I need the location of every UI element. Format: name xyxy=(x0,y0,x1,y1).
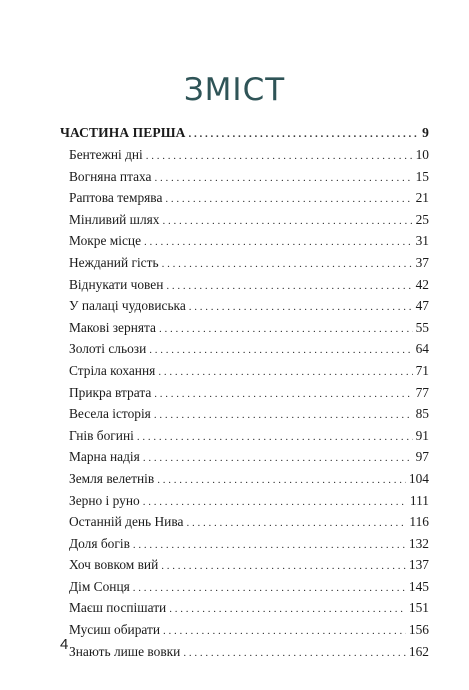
toc-entry[interactable] xyxy=(60,147,429,169)
toc-entry-page: 97 xyxy=(415,449,429,465)
toc-entry-title: Хоч вовком вий xyxy=(69,557,159,573)
toc-entry[interactable] xyxy=(60,233,429,255)
toc-dot-leader xyxy=(133,582,406,594)
toc-dot-leader xyxy=(186,517,406,529)
toc-entry-page: 15 xyxy=(415,168,429,184)
toc-dot-leader xyxy=(137,431,413,443)
toc-entry-page: 21 xyxy=(415,190,429,206)
toc-dot-leader xyxy=(161,560,406,572)
toc-entry[interactable] xyxy=(60,169,429,191)
toc-entry[interactable] xyxy=(60,471,429,493)
toc-dot-leader xyxy=(163,215,413,227)
toc-entry-title: У палаці чудовиська xyxy=(69,298,186,314)
toc-entry-page: 10 xyxy=(415,147,429,162)
toc-entry[interactable] xyxy=(60,190,429,212)
toc-entry[interactable] xyxy=(60,385,429,407)
toc-entry-page: 64 xyxy=(415,341,429,357)
toc-entry[interactable] xyxy=(60,514,429,536)
toc-part-title: ЧАСТИНА ПЕРША xyxy=(60,125,186,140)
toc-dot-leader xyxy=(189,128,420,140)
toc-entry[interactable] xyxy=(60,579,429,601)
toc-entry-page: 55 xyxy=(415,319,429,335)
toc-entry[interactable] xyxy=(60,557,429,579)
toc-entry-title: Знають лише вовки xyxy=(69,643,181,659)
toc-dot-leader xyxy=(166,280,412,292)
toc-entry-page: 156 xyxy=(408,622,429,638)
toc-entry-page: 162 xyxy=(408,643,429,659)
toc-entry[interactable] xyxy=(60,493,429,515)
toc-entry-page: 31 xyxy=(415,233,429,249)
toc-entry[interactable] xyxy=(60,600,429,622)
toc-entry-title: Раптова темрява xyxy=(69,190,163,206)
toc-entry-title: Золоті сльози xyxy=(69,341,147,357)
toc-dot-leader xyxy=(189,301,413,313)
toc-entry-title: Віднукати човен xyxy=(69,276,164,292)
toc-entry-list xyxy=(60,147,429,665)
page-number: 4 xyxy=(60,636,69,653)
toc-entry-page: 42 xyxy=(415,276,429,292)
toc-entry-title: Гнів богині xyxy=(69,427,134,443)
toc-entry[interactable] xyxy=(60,428,429,450)
toc-entry-page: 25 xyxy=(415,211,429,227)
toc-entry[interactable] xyxy=(60,406,429,428)
toc-dot-leader xyxy=(144,236,413,248)
toc-entry-title: Мусиш обирати xyxy=(69,622,161,638)
toc-dot-leader xyxy=(158,366,412,378)
toc-entry-page: 151 xyxy=(408,600,429,616)
toc-dot-leader xyxy=(157,474,406,486)
toc-dot-leader xyxy=(146,150,413,162)
toc-entry[interactable] xyxy=(60,298,429,320)
toc-entry-page: 47 xyxy=(415,298,429,314)
toc-entry[interactable] xyxy=(60,320,429,342)
toc-entry-title: Бентежні дні xyxy=(69,147,143,162)
toc-dot-leader xyxy=(143,496,407,508)
page-title: ЗМІСТ xyxy=(183,72,286,108)
toc-entry-page: 111 xyxy=(409,492,429,508)
toc-entry-page: 145 xyxy=(408,578,429,594)
toc-entry-title: Весела історія xyxy=(69,406,151,422)
toc-entry-page: 77 xyxy=(415,384,429,400)
toc-entry-page: 116 xyxy=(409,514,429,530)
toc-entry-title: Зерно і руно xyxy=(69,492,140,508)
toc-entry[interactable] xyxy=(60,449,429,471)
toc-entry-title: Земля велетнів xyxy=(69,470,155,486)
toc-entry-page: 91 xyxy=(415,427,429,443)
toc-entry[interactable] xyxy=(60,622,429,644)
toc-entry-page: 132 xyxy=(408,535,429,551)
toc-entry-title: Дім Сонця xyxy=(69,578,130,594)
toc-entry-page: 85 xyxy=(415,406,429,422)
toc-entry-title: Макові зернята xyxy=(69,319,156,335)
toc-entry-page: 137 xyxy=(408,557,429,573)
toc-entry-page: 71 xyxy=(415,362,429,378)
toc-dot-leader xyxy=(165,193,412,205)
toc-entry-title: Вогняна птаха xyxy=(69,168,152,184)
toc-part-page: 9 xyxy=(422,125,429,140)
toc-entry[interactable] xyxy=(60,277,429,299)
toc-entry-title: Доля богів xyxy=(69,535,130,551)
toc-entry-page: 104 xyxy=(408,470,429,486)
toc-entry-title: Останній день Нива xyxy=(69,514,184,530)
toc-entry-title: Нежданий гість xyxy=(69,254,159,270)
toc-entry-title: Мінливий шлях xyxy=(69,211,160,227)
toc-dot-leader xyxy=(155,172,413,184)
toc-dot-leader xyxy=(159,323,413,335)
toc-dot-leader xyxy=(162,258,413,270)
toc-entry-page: 37 xyxy=(415,254,429,270)
toc-dot-leader xyxy=(143,452,413,464)
toc-entry-title: Маєш поспішати xyxy=(69,600,167,616)
toc-dot-leader xyxy=(154,409,413,421)
toc-entry[interactable] xyxy=(60,255,429,277)
toc-dot-leader xyxy=(183,647,406,659)
toc-part-heading[interactable] xyxy=(60,125,429,147)
toc-dot-leader xyxy=(149,344,412,356)
toc-dot-leader xyxy=(169,603,406,615)
toc-entry[interactable] xyxy=(60,363,429,385)
toc-entry[interactable] xyxy=(60,644,429,666)
toc-dot-leader xyxy=(163,625,406,637)
toc-dot-leader xyxy=(154,388,412,400)
toc-entry-title: Прикра втрата xyxy=(69,384,152,400)
toc-entry[interactable] xyxy=(60,536,429,558)
toc-entry-title: Мокре місце xyxy=(69,233,142,249)
table-of-contents xyxy=(60,125,429,665)
toc-entry-title: Стріла кохання xyxy=(69,362,156,378)
toc-dot-leader xyxy=(133,539,406,551)
toc-entry[interactable] xyxy=(60,341,429,363)
toc-entry[interactable] xyxy=(60,212,429,234)
toc-entry-title: Марна надія xyxy=(69,449,140,465)
